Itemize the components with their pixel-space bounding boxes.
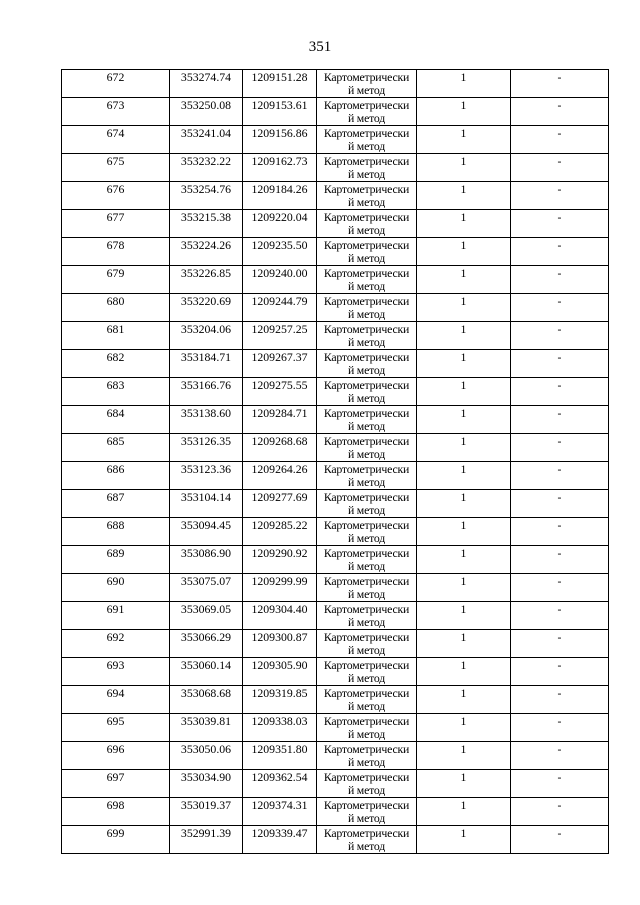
table-row xyxy=(62,350,609,378)
table-row xyxy=(62,490,609,518)
method-cell xyxy=(317,266,417,294)
method-line-2: й метод xyxy=(347,420,386,432)
extra-cell: - xyxy=(511,742,609,770)
x-coordinate-cell: 353060.14 xyxy=(170,658,243,686)
count-cell: 1 xyxy=(417,574,511,602)
y-coordinate-cell: 1209162.73 xyxy=(243,154,317,182)
method-line-2: й метод xyxy=(347,588,386,600)
method-line-2: й метод xyxy=(347,616,386,628)
x-coordinate-cell: 353069.05 xyxy=(170,602,243,630)
x-coordinate-cell: 353254.76 xyxy=(170,182,243,210)
x-coordinate-cell: 353232.22 xyxy=(170,154,243,182)
method-cell xyxy=(317,714,417,742)
point-number-cell: 683 xyxy=(62,378,170,406)
point-number-cell: 674 xyxy=(62,126,170,154)
method-line-2: й метод xyxy=(347,756,386,768)
extra-cell: - xyxy=(511,574,609,602)
count-cell: 1 xyxy=(417,322,511,350)
y-coordinate-cell: 1209290.92 xyxy=(243,546,317,574)
table-row xyxy=(62,518,609,546)
x-coordinate-cell: 353068.68 xyxy=(170,686,243,714)
method-line-2: й метод xyxy=(347,336,386,348)
method-line-2: й метод xyxy=(347,672,386,684)
table-row xyxy=(62,602,609,630)
point-number-cell: 685 xyxy=(62,434,170,462)
extra-cell: - xyxy=(511,294,609,322)
method-line-1: Картометрически xyxy=(323,322,410,336)
x-coordinate-cell: 353204.06 xyxy=(170,322,243,350)
method-line-2: й метод xyxy=(347,700,386,712)
point-number-cell: 686 xyxy=(62,462,170,490)
y-coordinate-cell: 1209319.85 xyxy=(243,686,317,714)
count-cell: 1 xyxy=(417,210,511,238)
method-line-2: й метод xyxy=(347,560,386,572)
method-line-1: Картометрически xyxy=(323,70,410,84)
method-line-1: Картометрически xyxy=(323,434,410,448)
count-cell: 1 xyxy=(417,658,511,686)
method-line-2: й метод xyxy=(347,112,386,124)
method-line-2: й метод xyxy=(347,784,386,796)
extra-cell: - xyxy=(511,630,609,658)
count-cell: 1 xyxy=(417,238,511,266)
count-cell: 1 xyxy=(417,462,511,490)
extra-cell: - xyxy=(511,182,609,210)
method-line-1: Картометрически xyxy=(323,350,410,364)
method-cell xyxy=(317,350,417,378)
method-line-2: й метод xyxy=(347,252,386,264)
method-line-1: Картометрически xyxy=(323,714,410,728)
table-row xyxy=(62,210,609,238)
method-line-2: й метод xyxy=(347,84,386,96)
method-line-1: Картометрически xyxy=(323,406,410,420)
method-cell xyxy=(317,98,417,126)
point-number-cell: 673 xyxy=(62,98,170,126)
x-coordinate-cell: 353034.90 xyxy=(170,770,243,798)
table-row xyxy=(62,742,609,770)
method-cell xyxy=(317,742,417,770)
count-cell: 1 xyxy=(417,742,511,770)
method-cell xyxy=(317,546,417,574)
method-cell xyxy=(317,518,417,546)
count-cell: 1 xyxy=(417,266,511,294)
method-cell xyxy=(317,70,417,98)
y-coordinate-cell: 1209338.03 xyxy=(243,714,317,742)
extra-cell: - xyxy=(511,98,609,126)
method-line-1: Картометрически xyxy=(323,630,410,644)
count-cell: 1 xyxy=(417,714,511,742)
method-line-2: й метод xyxy=(347,364,386,376)
count-cell: 1 xyxy=(417,98,511,126)
point-number-cell: 680 xyxy=(62,294,170,322)
method-line-1: Картометрически xyxy=(323,658,410,672)
method-line-1: Картометрически xyxy=(323,238,410,252)
y-coordinate-cell: 1209267.37 xyxy=(243,350,317,378)
method-line-1: Картометрически xyxy=(323,826,410,840)
method-line-1: Картометрически xyxy=(323,742,410,756)
method-line-1: Картометрически xyxy=(323,546,410,560)
x-coordinate-cell: 353274.74 xyxy=(170,70,243,98)
point-number-cell: 675 xyxy=(62,154,170,182)
extra-cell: - xyxy=(511,322,609,350)
page-number: 351 xyxy=(308,39,332,55)
y-coordinate-cell: 1209305.90 xyxy=(243,658,317,686)
y-coordinate-cell: 1209299.99 xyxy=(243,574,317,602)
method-line-1: Картометрически xyxy=(323,462,410,476)
table-row xyxy=(62,322,609,350)
table-row xyxy=(62,238,609,266)
extra-cell: - xyxy=(511,686,609,714)
x-coordinate-cell: 353066.29 xyxy=(170,630,243,658)
count-cell: 1 xyxy=(417,350,511,378)
method-line-2: й метод xyxy=(347,280,386,292)
method-line-1: Картометрически xyxy=(323,490,410,504)
method-line-1: Картометрически xyxy=(323,154,410,168)
table-row xyxy=(62,98,609,126)
table-row xyxy=(62,70,609,98)
method-cell xyxy=(317,770,417,798)
x-coordinate-cell: 352991.39 xyxy=(170,826,243,854)
y-coordinate-cell: 1209156.86 xyxy=(243,126,317,154)
point-number-cell: 687 xyxy=(62,490,170,518)
method-line-1: Картометрически xyxy=(323,686,410,700)
point-number-cell: 697 xyxy=(62,770,170,798)
extra-cell: - xyxy=(511,238,609,266)
extra-cell: - xyxy=(511,714,609,742)
y-coordinate-cell: 1209304.40 xyxy=(243,602,317,630)
method-line-1: Картометрически xyxy=(323,210,410,224)
extra-cell: - xyxy=(511,658,609,686)
method-cell xyxy=(317,182,417,210)
point-number-cell: 690 xyxy=(62,574,170,602)
method-line-2: й метод xyxy=(347,168,386,180)
count-cell: 1 xyxy=(417,630,511,658)
method-cell xyxy=(317,434,417,462)
method-cell xyxy=(317,406,417,434)
extra-cell: - xyxy=(511,70,609,98)
method-line-1: Картометрически xyxy=(323,98,410,112)
extra-cell: - xyxy=(511,770,609,798)
x-coordinate-cell: 353226.85 xyxy=(170,266,243,294)
method-cell xyxy=(317,602,417,630)
method-line-1: Картометрически xyxy=(323,266,410,280)
y-coordinate-cell: 1209244.79 xyxy=(243,294,317,322)
x-coordinate-cell: 353184.71 xyxy=(170,350,243,378)
count-cell: 1 xyxy=(417,182,511,210)
table-row xyxy=(62,686,609,714)
table-row xyxy=(62,658,609,686)
count-cell: 1 xyxy=(417,798,511,826)
table-row xyxy=(62,182,609,210)
method-cell xyxy=(317,798,417,826)
y-coordinate-cell: 1209284.71 xyxy=(243,406,317,434)
y-coordinate-cell: 1209351.80 xyxy=(243,742,317,770)
extra-cell: - xyxy=(511,798,609,826)
y-coordinate-cell: 1209257.25 xyxy=(243,322,317,350)
x-coordinate-cell: 353241.04 xyxy=(170,126,243,154)
y-coordinate-cell: 1209275.55 xyxy=(243,378,317,406)
table-row xyxy=(62,798,609,826)
point-number-cell: 699 xyxy=(62,826,170,854)
y-coordinate-cell: 1209300.87 xyxy=(243,630,317,658)
table-row xyxy=(62,630,609,658)
extra-cell: - xyxy=(511,490,609,518)
method-line-2: й метод xyxy=(347,532,386,544)
method-line-1: Картометрически xyxy=(323,602,410,616)
point-number-cell: 695 xyxy=(62,714,170,742)
y-coordinate-cell: 1209277.69 xyxy=(243,490,317,518)
x-coordinate-cell: 353094.45 xyxy=(170,518,243,546)
y-coordinate-cell: 1209285.22 xyxy=(243,518,317,546)
y-coordinate-cell: 1209374.31 xyxy=(243,798,317,826)
point-number-cell: 689 xyxy=(62,546,170,574)
x-coordinate-cell: 353224.26 xyxy=(170,238,243,266)
y-coordinate-cell: 1209240.00 xyxy=(243,266,317,294)
count-cell: 1 xyxy=(417,546,511,574)
point-number-cell: 676 xyxy=(62,182,170,210)
method-line-2: й метод xyxy=(347,448,386,460)
table-row xyxy=(62,574,609,602)
y-coordinate-cell: 1209362.54 xyxy=(243,770,317,798)
extra-cell: - xyxy=(511,434,609,462)
method-line-2: й метод xyxy=(347,392,386,404)
method-cell xyxy=(317,686,417,714)
method-line-1: Картометрически xyxy=(323,294,410,308)
x-coordinate-cell: 353050.06 xyxy=(170,742,243,770)
y-coordinate-cell: 1209268.68 xyxy=(243,434,317,462)
table-body xyxy=(62,70,609,854)
coordinates-table xyxy=(61,69,609,854)
point-number-cell: 682 xyxy=(62,350,170,378)
x-coordinate-cell: 353166.76 xyxy=(170,378,243,406)
count-cell: 1 xyxy=(417,518,511,546)
table-row xyxy=(62,378,609,406)
count-cell: 1 xyxy=(417,434,511,462)
point-number-cell: 694 xyxy=(62,686,170,714)
x-coordinate-cell: 353215.38 xyxy=(170,210,243,238)
count-cell: 1 xyxy=(417,294,511,322)
count-cell: 1 xyxy=(417,602,511,630)
method-line-1: Картометрически xyxy=(323,378,410,392)
method-line-2: й метод xyxy=(347,140,386,152)
method-line-1: Картометрически xyxy=(323,126,410,140)
count-cell: 1 xyxy=(417,378,511,406)
count-cell: 1 xyxy=(417,490,511,518)
table-row xyxy=(62,546,609,574)
extra-cell: - xyxy=(511,406,609,434)
method-cell xyxy=(317,378,417,406)
point-number-cell: 679 xyxy=(62,266,170,294)
method-line-1: Картометрически xyxy=(323,770,410,784)
method-line-1: Картометрически xyxy=(323,182,410,196)
table-row xyxy=(62,406,609,434)
method-line-1: Картометрически xyxy=(323,798,410,812)
x-coordinate-cell: 353086.90 xyxy=(170,546,243,574)
x-coordinate-cell: 353126.35 xyxy=(170,434,243,462)
method-cell xyxy=(317,462,417,490)
method-cell xyxy=(317,126,417,154)
x-coordinate-cell: 353220.69 xyxy=(170,294,243,322)
method-line-2: й метод xyxy=(347,196,386,208)
extra-cell: - xyxy=(511,546,609,574)
point-number-cell: 698 xyxy=(62,798,170,826)
point-number-cell: 691 xyxy=(62,602,170,630)
y-coordinate-cell: 1209151.28 xyxy=(243,70,317,98)
extra-cell: - xyxy=(511,350,609,378)
count-cell: 1 xyxy=(417,70,511,98)
method-cell xyxy=(317,826,417,854)
count-cell: 1 xyxy=(417,126,511,154)
point-number-cell: 677 xyxy=(62,210,170,238)
y-coordinate-cell: 1209264.26 xyxy=(243,462,317,490)
y-coordinate-cell: 1209184.26 xyxy=(243,182,317,210)
point-number-cell: 678 xyxy=(62,238,170,266)
method-line-1: Картометрически xyxy=(323,574,410,588)
point-number-cell: 688 xyxy=(62,518,170,546)
extra-cell: - xyxy=(511,266,609,294)
extra-cell: - xyxy=(511,826,609,854)
count-cell: 1 xyxy=(417,770,511,798)
method-cell xyxy=(317,154,417,182)
table-row xyxy=(62,294,609,322)
x-coordinate-cell: 353123.36 xyxy=(170,462,243,490)
table-row xyxy=(62,154,609,182)
method-cell xyxy=(317,658,417,686)
method-line-2: й метод xyxy=(347,504,386,516)
table-row xyxy=(62,126,609,154)
y-coordinate-cell: 1209220.04 xyxy=(243,210,317,238)
method-line-2: й метод xyxy=(347,476,386,488)
count-cell: 1 xyxy=(417,826,511,854)
method-cell xyxy=(317,630,417,658)
method-line-2: й метод xyxy=(347,728,386,740)
y-coordinate-cell: 1209339.47 xyxy=(243,826,317,854)
table-row xyxy=(62,714,609,742)
method-line-2: й метод xyxy=(347,812,386,824)
extra-cell: - xyxy=(511,126,609,154)
table-row xyxy=(62,770,609,798)
x-coordinate-cell: 353075.07 xyxy=(170,574,243,602)
method-cell xyxy=(317,322,417,350)
extra-cell: - xyxy=(511,210,609,238)
x-coordinate-cell: 353039.81 xyxy=(170,714,243,742)
x-coordinate-cell: 353138.60 xyxy=(170,406,243,434)
table-row xyxy=(62,434,609,462)
x-coordinate-cell: 353250.08 xyxy=(170,98,243,126)
point-number-cell: 696 xyxy=(62,742,170,770)
x-coordinate-cell: 353104.14 xyxy=(170,490,243,518)
method-cell xyxy=(317,210,417,238)
y-coordinate-cell: 1209153.61 xyxy=(243,98,317,126)
method-cell xyxy=(317,238,417,266)
method-cell xyxy=(317,294,417,322)
point-number-cell: 681 xyxy=(62,322,170,350)
count-cell: 1 xyxy=(417,154,511,182)
y-coordinate-cell: 1209235.50 xyxy=(243,238,317,266)
extra-cell: - xyxy=(511,154,609,182)
extra-cell: - xyxy=(511,378,609,406)
table-row xyxy=(62,462,609,490)
method-line-2: й метод xyxy=(347,840,386,852)
table-row xyxy=(62,826,609,854)
count-cell: 1 xyxy=(417,686,511,714)
point-number-cell: 672 xyxy=(62,70,170,98)
x-coordinate-cell: 353019.37 xyxy=(170,798,243,826)
extra-cell: - xyxy=(511,602,609,630)
method-cell xyxy=(317,574,417,602)
extra-cell: - xyxy=(511,462,609,490)
method-line-2: й метод xyxy=(347,644,386,656)
table-row xyxy=(62,266,609,294)
method-line-2: й метод xyxy=(347,224,386,236)
point-number-cell: 692 xyxy=(62,630,170,658)
count-cell: 1 xyxy=(417,406,511,434)
extra-cell: - xyxy=(511,518,609,546)
method-line-1: Картометрически xyxy=(323,518,410,532)
point-number-cell: 684 xyxy=(62,406,170,434)
method-cell xyxy=(317,490,417,518)
method-line-2: й метод xyxy=(347,308,386,320)
point-number-cell: 693 xyxy=(62,658,170,686)
